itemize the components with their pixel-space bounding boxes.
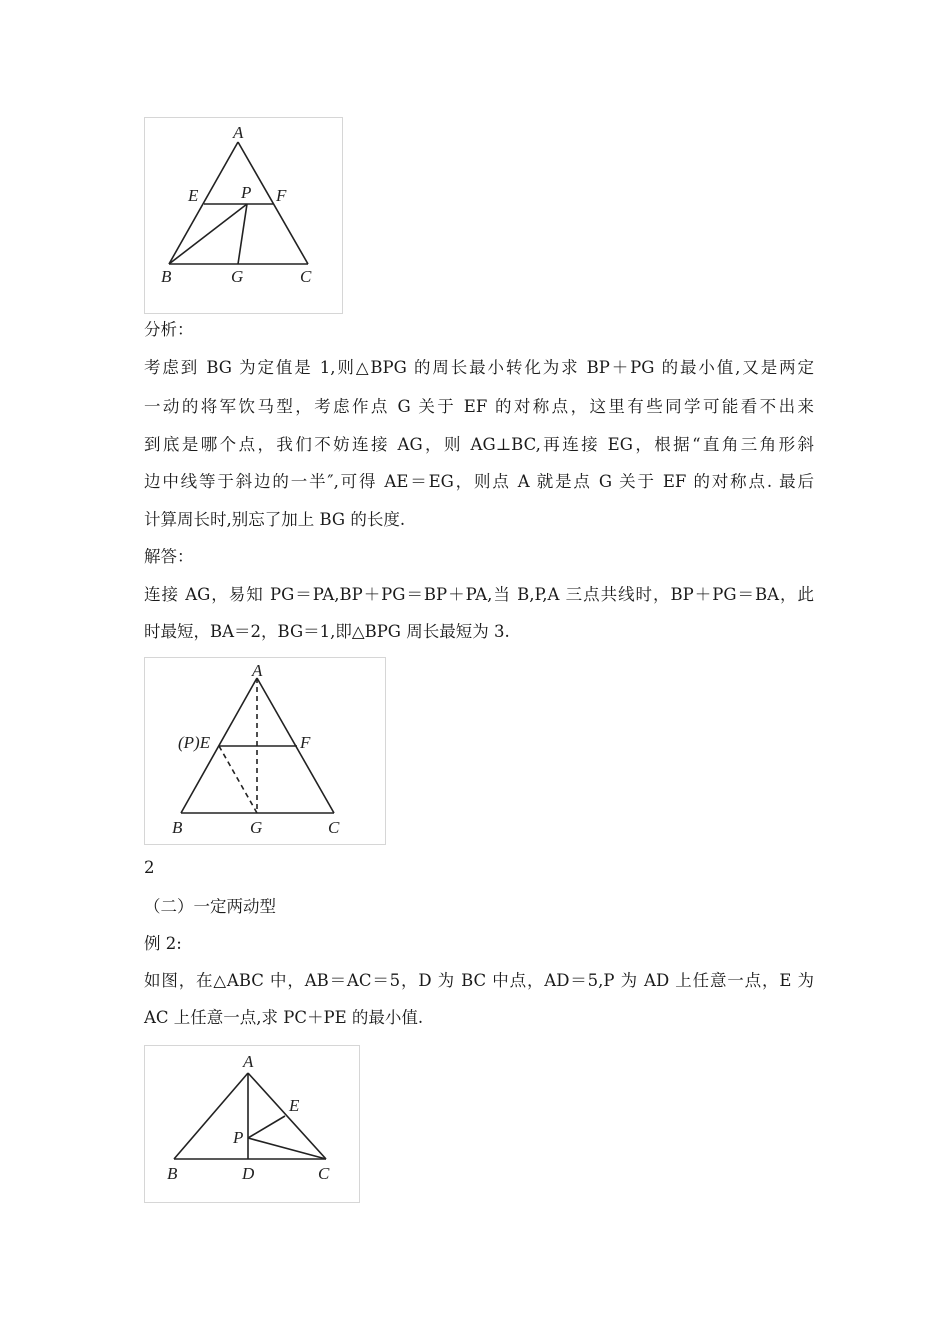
example-label: 例 2: (144, 934, 182, 953)
label-b: B (167, 1164, 178, 1183)
label-p: P (233, 1128, 244, 1147)
segment-eg-dashed (219, 746, 257, 813)
problem-line: 如图，在△ABC 中，AB＝AC＝5，D 为 BC 中点，AD＝5,P 为 AD 上任意一点，E 为 (144, 971, 814, 990)
section-title: （二）一定两动型 (144, 897, 276, 916)
label-e: E (289, 1096, 300, 1115)
label-f: F (300, 733, 311, 752)
side-ac (248, 1073, 326, 1159)
figure-3-drawing (145, 1046, 359, 1202)
figure-1-drawing (145, 118, 342, 313)
side-ab (169, 142, 238, 264)
analysis-line: 边中线等于斜边的一半″,可得 AE＝EG，则点 A 就是点 G 关于 EF 的对称点. 最后 (144, 472, 814, 491)
label-a: A (233, 123, 244, 142)
label-b: B (161, 267, 172, 286)
segment-bp (169, 204, 247, 264)
figure-example-2-triangle (144, 1045, 360, 1203)
page-number: 2 (144, 858, 155, 877)
label-c: C (328, 818, 340, 837)
label-pe: (P)E (178, 733, 211, 752)
label-g: G (250, 818, 263, 837)
analysis-line: 到底是哪个点，我们不妨连接 AG，则 AG⊥BC,再连接 EG，根据“直角三角形斜 (144, 435, 814, 454)
analysis-line: 一动的将军饮马型，考虑作点 G 关于 EF 的对称点，这里有些同学可能看不出来 (144, 397, 814, 416)
label-c: C (300, 267, 312, 286)
label-a: A (243, 1052, 254, 1071)
segment-pc (248, 1138, 326, 1159)
analysis-line: 计算周长时,别忘了加上 BG 的长度. (144, 510, 406, 529)
solution-line: 连接 AG，易知 PG＝PA,BP＋PG＝BP＋PA,当 B,P,A 三点共线时，BP＋PG＝BA，此 (144, 585, 814, 604)
label-b: B (172, 818, 183, 837)
label-e: E (188, 186, 199, 205)
label-a: A (252, 661, 263, 680)
figure-2-drawing (145, 658, 385, 844)
analysis-heading: 分析： (144, 320, 194, 339)
label-g: G (231, 267, 244, 286)
analysis-line: 考虑到 BG 为定值是 1,则△BPG 的周长最小转化为求 BP＋PG 的最小值,又是两定 (144, 358, 814, 377)
figure-solution-triangle (144, 657, 386, 845)
label-d: D (242, 1164, 255, 1183)
label-c: C (318, 1164, 330, 1183)
label-f: F (276, 186, 287, 205)
side-ac (238, 142, 308, 264)
segment-pg (238, 204, 247, 264)
solution-heading: 解答： (144, 547, 194, 566)
problem-line: AC 上任意一点,求 PC＋PE 的最小值. (144, 1008, 424, 1027)
segment-pe (248, 1116, 285, 1138)
figure-triangle-bpg (144, 117, 343, 314)
solution-line: 时最短，BA＝2，BG＝1,即△BPG 周长最短为 3. (144, 622, 510, 641)
label-p: P (241, 183, 252, 202)
